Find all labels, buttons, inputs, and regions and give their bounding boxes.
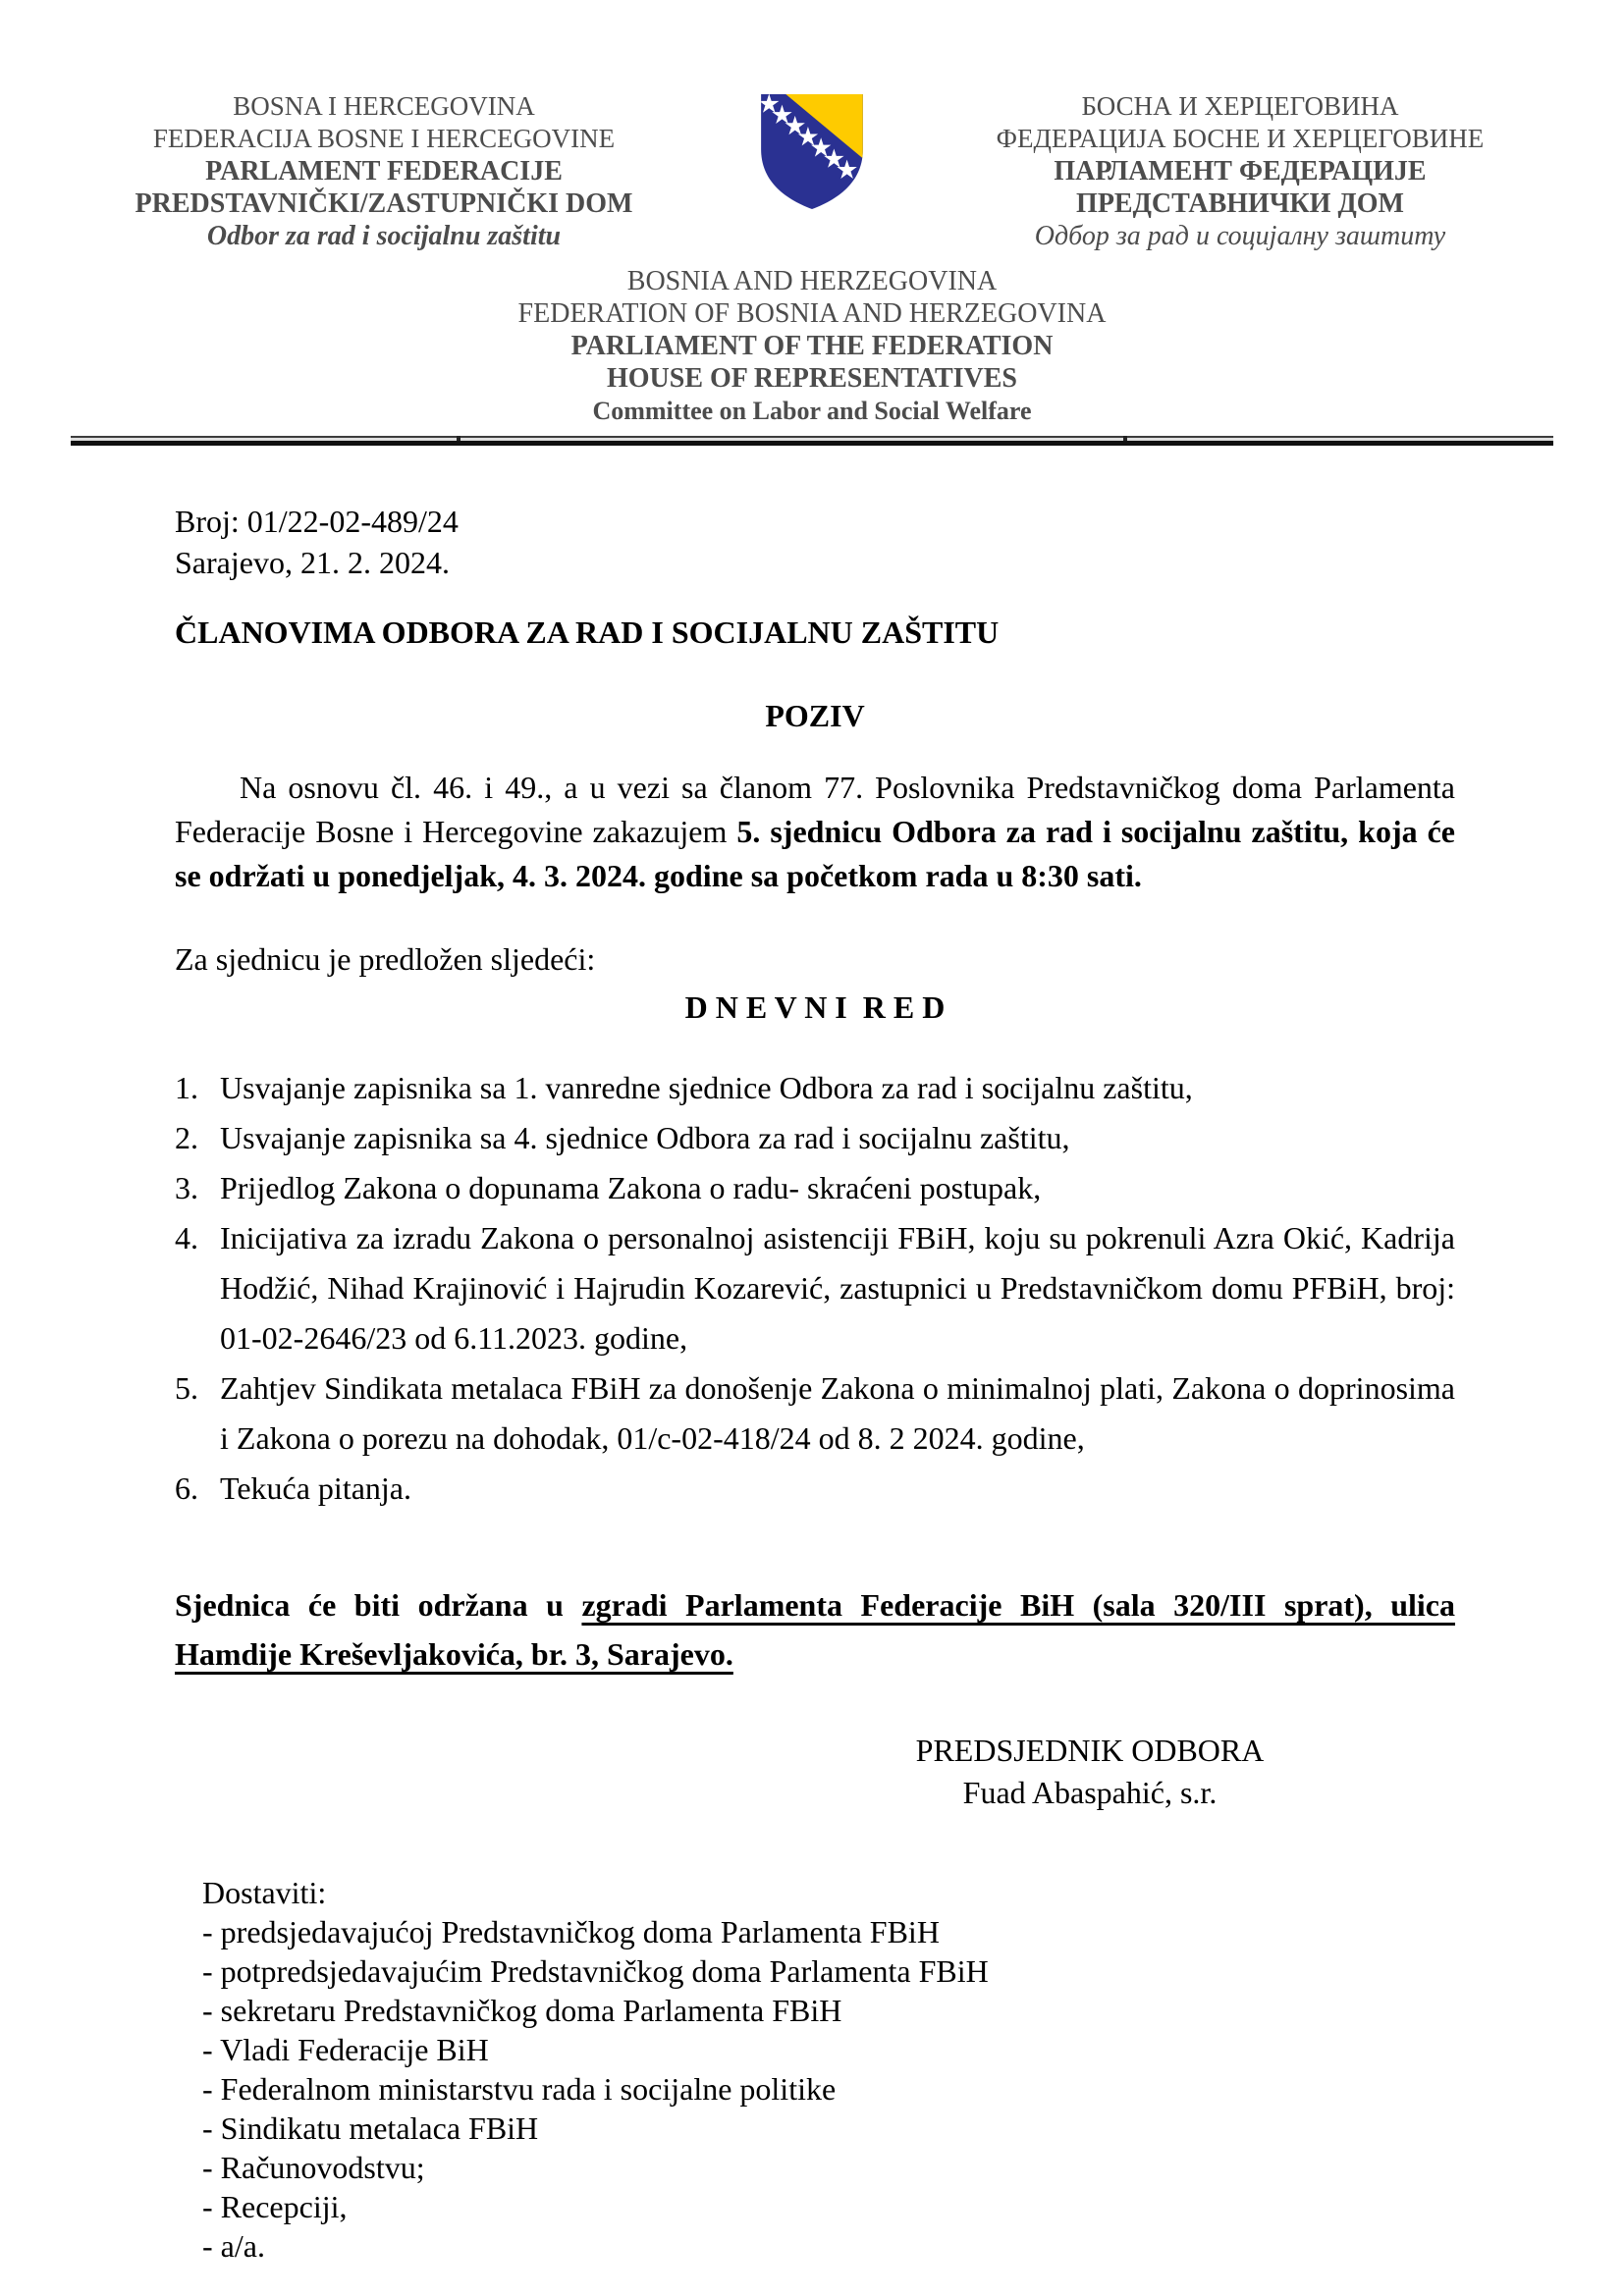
agenda-item-text: Prijedlog Zakona o dopunama Zakona o radu- skraćeni postupak, — [220, 1170, 1042, 1205]
distribution-item: - Sindikatu metalaca FBiH — [202, 2110, 539, 2146]
rule-tick — [1123, 436, 1127, 441]
distribution-item: - Recepciji, — [202, 2189, 348, 2224]
document-number: Broj: 01/22-02-489/24 — [175, 504, 459, 539]
letterhead-right-line2: ФЕДЕРАЦИЈА БОСНЕ И ХЕРЦЕГОВИНЕ — [996, 124, 1485, 153]
document-meta — [175, 501, 1455, 583]
distribution-item: - potpredsjedavajućim Predstavničkog doma Parlamenta FBiH — [202, 1953, 989, 1989]
agenda-heading: D N E V N I R E D — [684, 989, 946, 1025]
intro-normal-text: Na osnovu čl. 46. i 49., a u vezi sa članom 77. Poslovnika Predstavničkog doma Parlamenta Federacije Bosne i Hercegovine zakazujem — [175, 770, 1455, 849]
letterhead-en-line1: BOSNIA AND HERZEGOVINA — [626, 266, 998, 296]
agenda-item-number: 2. — [175, 1120, 198, 1155]
agenda-item — [175, 1063, 1455, 1113]
rule-tick — [457, 436, 460, 441]
agenda-item-text: Zahtjev Sindikata metalaca FBiH za donošenje Zakona o minimalnoj plati, Zakona o doprinosima i Zakona o porezu na dohodak, 01/c-02-418/24 od 8. 2 2024. godine, — [220, 1370, 1455, 1456]
letterhead-right-line3: ПАРЛАМЕНТ ФЕДЕРАЦИЈЕ — [1054, 156, 1427, 187]
agenda-item — [175, 1213, 1455, 1363]
venue-note — [175, 1580, 1455, 1679]
letter-body — [0, 501, 1624, 2266]
letterhead-right-line1: БОСНА И ХЕРЦЕГОВИНА — [1081, 91, 1399, 121]
agenda-item-number: 3. — [175, 1170, 198, 1205]
letterhead-left-line4: PREDSTAVNIČKI/ZASTUPNIČKI DOM — [135, 188, 633, 219]
invitation-title: POZIV — [765, 698, 865, 733]
letterhead-left-bosnian — [39, 90, 729, 252]
horizontal-rule — [71, 436, 1553, 446]
signature-name: Fuad Abaspahić, s.r. — [962, 1775, 1218, 1810]
distribution-item: - Vladi Federacije BiH — [202, 2032, 489, 2067]
letterhead-left-line5: Odbor za rad i socijalnu zaštitu — [206, 221, 562, 251]
venue-bold-text: Sjednica će biti održana u — [175, 1587, 582, 1623]
agenda-item-text: Usvajanje zapisnika sa 4. sjednice Odbora za rad i socijalnu zaštitu, — [220, 1120, 1070, 1155]
distribution-item: - predsjedavajućoj Predstavničkog doma Parlamenta FBiH — [202, 1914, 940, 1949]
agenda-item-number: 5. — [175, 1370, 198, 1406]
signature-title: PREDSJEDNIK ODBORA — [915, 1733, 1265, 1768]
letterhead-en-line3: PARLIAMENT OF THE FEDERATION — [570, 331, 1054, 361]
venue-underlined-text: zgradi Parlamenta Federacije BiH (sala 320/III sprat), ulica Hamdije Kreševljakovića, br. 3, Sarajevo. — [175, 1587, 1456, 1672]
intro-paragraph — [175, 766, 1455, 898]
agenda-list — [175, 1063, 1455, 1514]
distribution-item: - Računovodstvu; — [202, 2150, 425, 2185]
signature-block — [893, 1730, 1286, 1814]
letterhead-en-line2: FEDERATION OF BOSNIA AND HERZEGOVINA — [517, 298, 1107, 329]
letterhead-english — [0, 265, 1624, 427]
letterhead-right-line4: ПРЕДСТАВНИЧКИ ДОМ — [1076, 188, 1404, 219]
letterhead-en-line4: HOUSE OF REPRESENTATIVES — [606, 363, 1018, 394]
agenda-item-number: 6. — [175, 1470, 198, 1506]
intro-bold-text: 5. sjednicu Odbora za rad i socijalnu zaštitu, koja će se održati u ponedjeljak, 4. 3. 2024. godine sa početkom rada u 8:30 sati. — [175, 814, 1456, 893]
letterhead-left-line1: BOSNA I HERCEGOVINA — [233, 91, 535, 121]
distribution-item: - a/a. — [202, 2228, 265, 2264]
agenda-item-text: Inicijativa za izradu Zakona o personalnoj asistenciji FBiH, koju su pokrenuli Azra Okić, Kadrija Hodžić, Nihad Krajinović i Hajrudin Kozarević, zastupnici u Predstavničkom domu PFBiH, broj: 01-02-2646/23 od 6.11.2023. godine, — [220, 1220, 1455, 1356]
letterhead — [0, 0, 1624, 252]
agenda-intro: Za sjednicu je predložen sljedeći: — [175, 941, 596, 977]
document-place-date: Sarajevo, 21. 2. 2024. — [175, 545, 450, 580]
distribution-list — [202, 1873, 1455, 2266]
agenda-item — [175, 1464, 1455, 1514]
letterhead-left-line2: FEDERACIJA BOSNE I HERCEGOVINE — [152, 124, 616, 153]
addressee-heading: ČLANOVIMA ODBORA ZA RAD I SOCIJALNU ZAŠTITU — [175, 614, 1000, 650]
agenda-item-number: 1. — [175, 1070, 198, 1105]
agenda-item — [175, 1163, 1455, 1213]
agenda-item — [175, 1363, 1455, 1464]
distribution-label: Dostaviti: — [202, 1875, 327, 1910]
agenda-item-text: Usvajanje zapisnika sa 1. vanredne sjednice Odbora za rad i socijalnu zaštitu, — [220, 1070, 1193, 1105]
letterhead-left-line3: PARLAMENT FEDERACIJE — [205, 156, 563, 187]
coat-of-arms-icon — [729, 90, 895, 210]
agenda-item — [175, 1113, 1455, 1163]
distribution-item: - sekretaru Predstavničkog doma Parlamenta FBiH — [202, 1993, 842, 2028]
letterhead-right-cyrillic — [895, 90, 1585, 252]
letterhead-en-line5: Committee on Labor and Social Welfare — [592, 397, 1032, 425]
agenda-item-text: Tekuća pitanja. — [220, 1470, 411, 1506]
distribution-item: - Federalnom ministarstvu rada i socijalne politike — [202, 2071, 837, 2107]
letterhead-right-line5: Одбор за рад и социјалну заштиту — [1034, 221, 1446, 251]
agenda-item-number: 4. — [175, 1220, 198, 1255]
